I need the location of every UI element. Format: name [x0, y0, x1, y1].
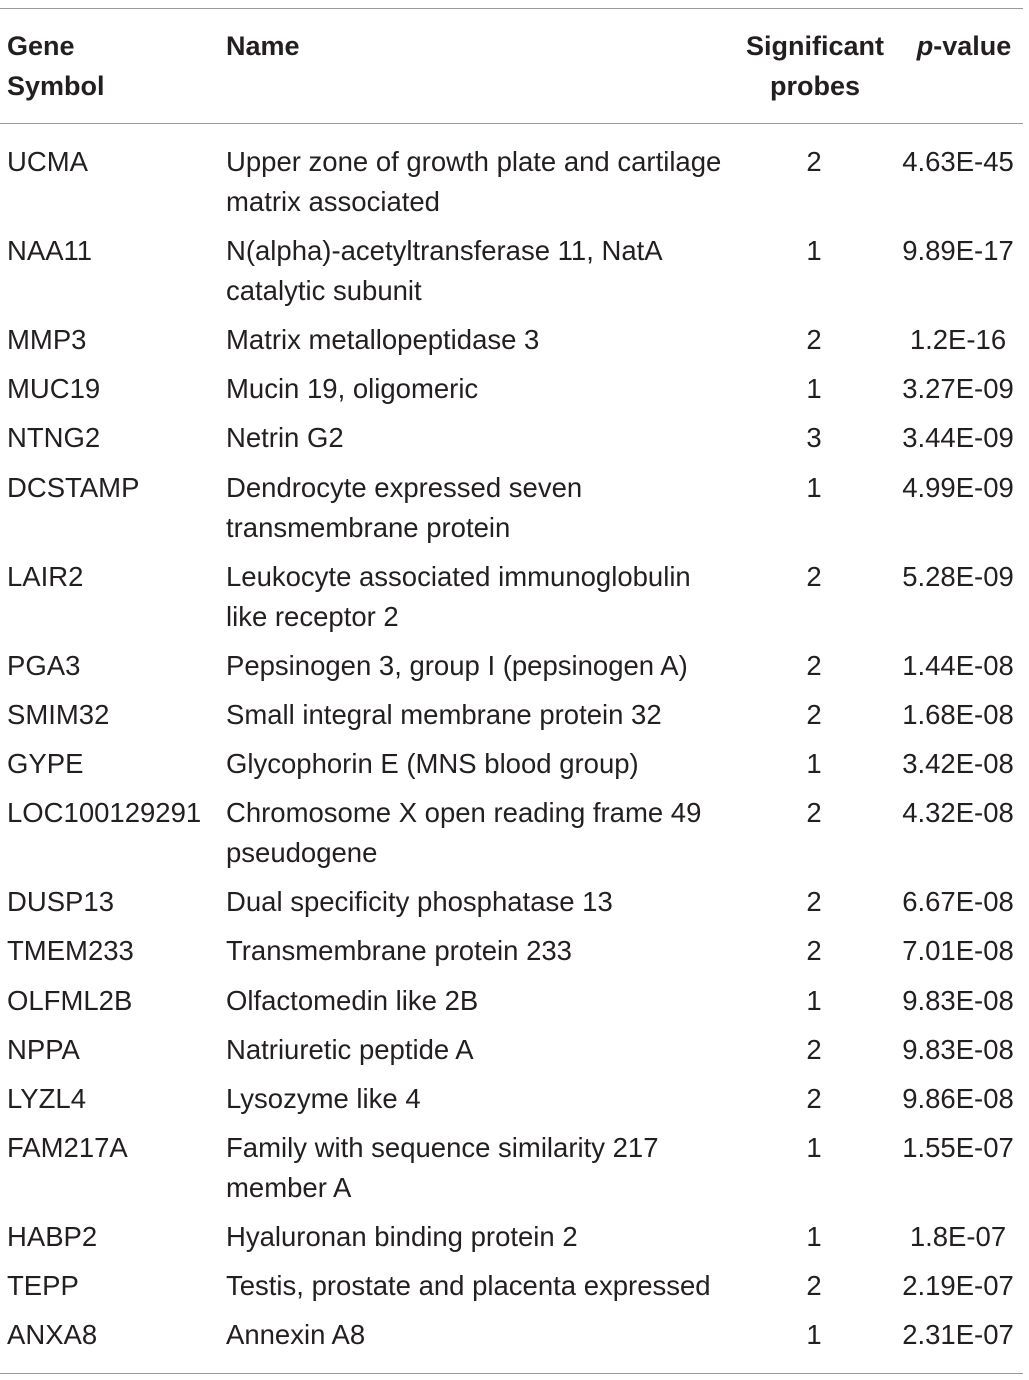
significant-probes-cell: 1	[806, 373, 822, 405]
significant-probes-cell: 2	[806, 1270, 822, 1302]
table-header	[0, 26, 1029, 116]
gene-symbol-cell: MMP3	[7, 324, 87, 355]
gene-name-cell: Dendrocyte expressed seven transmembrane protein	[226, 471, 583, 543]
table-row	[0, 744, 1029, 793]
gene-name-cell: Olfactomedin like 2B	[226, 984, 479, 1016]
significant-probes-cell: 2	[806, 698, 822, 730]
table-row	[0, 695, 1029, 744]
header-probes-line1: Significant	[745, 31, 884, 61]
p-value-cell: 9.83E-08	[902, 1033, 1014, 1065]
p-value-cell: 3.27E-09	[902, 373, 1014, 405]
p-value-cell: 9.83E-08	[902, 984, 1014, 1016]
p-value-cell: 1.8E-07	[909, 1221, 1007, 1253]
header-p-rest: -value	[933, 31, 1012, 61]
gene-symbol-cell: LOC100129291	[7, 797, 202, 829]
significant-probes-cell: 2	[806, 649, 822, 681]
table-row	[0, 882, 1029, 931]
p-value-cell: 9.89E-17	[902, 235, 1014, 266]
gene-name-cell: Transmembrane protein 233	[226, 935, 572, 967]
gene-name-cell: Annexin A8	[226, 1319, 366, 1351]
gene-symbol-cell: TMEM233	[7, 935, 134, 967]
table-row	[0, 1030, 1029, 1079]
significant-probes-cell: 2	[806, 560, 822, 592]
table-body	[0, 142, 1029, 1365]
header-rule	[0, 123, 1023, 124]
table-row	[0, 1128, 1029, 1217]
gene-name-cell: Natriuretic peptide A	[226, 1033, 474, 1065]
significant-probes-cell: 2	[806, 1082, 822, 1114]
p-value-cell: 4.32E-08	[902, 797, 1014, 829]
significant-probes-cell: 1	[806, 984, 822, 1016]
table-row	[0, 418, 1029, 467]
top-rule	[0, 8, 1023, 9]
table-row	[0, 981, 1029, 1030]
gene-name-cell: Chromosome X open reading frame 49 pseudogene	[226, 797, 702, 869]
significant-probes-cell: 2	[806, 935, 822, 967]
table-row	[0, 793, 1029, 882]
table-row	[0, 142, 1029, 231]
gene-symbol-cell: MUC19	[7, 373, 101, 405]
p-value-cell: 1.55E-07	[902, 1132, 1014, 1164]
p-value-cell: 2.31E-07	[902, 1319, 1014, 1351]
table-row	[0, 1079, 1029, 1128]
table-row	[0, 231, 1029, 320]
significant-probes-cell: 1	[806, 235, 822, 266]
significant-probes-cell: 1	[806, 1319, 822, 1351]
gene-symbol-cell: TEPP	[7, 1270, 79, 1302]
significant-probes-cell: 1	[806, 1221, 822, 1253]
gene-symbol-cell: DCSTAMP	[7, 471, 140, 503]
gene-name-cell: Upper zone of growth plate and cartilage matrix associated	[226, 146, 722, 217]
significant-probes-cell: 2	[806, 886, 822, 918]
gene-name-cell: Mucin 19, oligomeric	[226, 373, 479, 405]
table-row	[0, 1217, 1029, 1266]
table-row	[0, 1266, 1029, 1315]
gene-name-cell: Netrin G2	[226, 422, 344, 454]
header-p-value	[905, 26, 1023, 66]
gene-symbol-cell: GYPE	[7, 747, 84, 779]
significant-probes-cell: 1	[806, 747, 822, 779]
header-gene-symbol-line1: Gene	[7, 31, 75, 61]
header-significant-probes	[738, 26, 892, 106]
gene-name-cell: Glycophorin E (MNS blood group)	[226, 747, 639, 779]
gene-name-cell: Matrix metallopeptidase 3	[226, 324, 540, 355]
p-value-cell: 1.68E-08	[902, 698, 1014, 730]
p-value-cell: 7.01E-08	[902, 935, 1014, 967]
significant-probes-cell: 2	[806, 146, 822, 177]
p-value-cell: 4.63E-45	[902, 146, 1014, 177]
significant-probes-cell: 2	[806, 797, 822, 829]
table-row	[0, 931, 1029, 980]
gene-symbol-cell: UCMA	[7, 146, 88, 177]
header-probes-line2: probes	[769, 71, 861, 101]
gene-symbol-cell: FAM217A	[7, 1132, 128, 1164]
table-row	[0, 1315, 1029, 1364]
gene-symbol-cell: OLFML2B	[7, 984, 133, 1016]
significant-probes-cell: 2	[806, 1033, 822, 1065]
header-name: Name	[226, 31, 300, 61]
header-gene-symbol-line2: Symbol	[7, 71, 105, 101]
gene-symbol-cell: NPPA	[7, 1033, 80, 1065]
p-value-cell: 4.99E-09	[902, 471, 1014, 503]
gene-symbol-cell: SMIM32	[7, 698, 110, 730]
table-row	[0, 320, 1029, 369]
p-value-cell: 9.86E-08	[902, 1082, 1014, 1114]
gene-name-cell: Family with sequence similarity 217 member A	[226, 1132, 659, 1204]
table-row	[0, 557, 1029, 646]
p-value-cell: 5.28E-09	[902, 560, 1014, 592]
p-value-cell: 6.67E-08	[902, 886, 1014, 918]
p-value-cell: 1.2E-16	[909, 324, 1007, 355]
gene-symbol-cell: DUSP13	[7, 886, 114, 918]
gene-name-cell: Hyaluronan binding protein 2	[226, 1221, 578, 1253]
gene-symbol-cell: ANXA8	[7, 1319, 98, 1351]
table-row	[0, 468, 1029, 557]
p-value-cell: 2.19E-07	[902, 1270, 1014, 1302]
gene-symbol-cell: PGA3	[7, 649, 81, 681]
significant-probes-cell: 3	[806, 422, 822, 454]
gene-name-cell: Small integral membrane protein 32	[226, 698, 662, 730]
significant-probes-cell: 2	[806, 324, 822, 355]
gene-symbol-cell: HABP2	[7, 1221, 98, 1253]
p-value-cell: 1.44E-08	[902, 649, 1014, 681]
significant-probes-cell: 1	[806, 1132, 822, 1164]
bottom-rule	[0, 1373, 1023, 1374]
gene-symbol-cell: LYZL4	[7, 1082, 86, 1114]
p-value-cell: 3.44E-09	[902, 422, 1014, 454]
gene-symbol-cell: NAA11	[7, 235, 93, 266]
gene-name-cell: Dual specificity phosphatase 13	[226, 886, 613, 918]
gene-name-cell: Leukocyte associated immunoglobulin like receptor 2	[226, 560, 691, 632]
gene-name-cell: Lysozyme like 4	[226, 1082, 421, 1114]
p-value-cell: 3.42E-08	[902, 747, 1014, 779]
table-row	[0, 369, 1029, 418]
gene-symbol-cell: LAIR2	[7, 560, 84, 592]
gene-name-cell: Pepsinogen 3, group I (pepsinogen A)	[226, 649, 688, 681]
header-gene-symbol	[7, 26, 217, 106]
gene-name-cell: Testis, prostate and placenta expressed	[226, 1270, 711, 1302]
table-row	[0, 646, 1029, 695]
gene-name-cell: N(alpha)-acetyltransferase 11, NatA catalytic subunit	[226, 235, 662, 306]
header-p-italic: p	[916, 31, 934, 61]
significant-probes-cell: 1	[806, 471, 822, 503]
gene-symbol-cell: NTNG2	[7, 422, 101, 454]
